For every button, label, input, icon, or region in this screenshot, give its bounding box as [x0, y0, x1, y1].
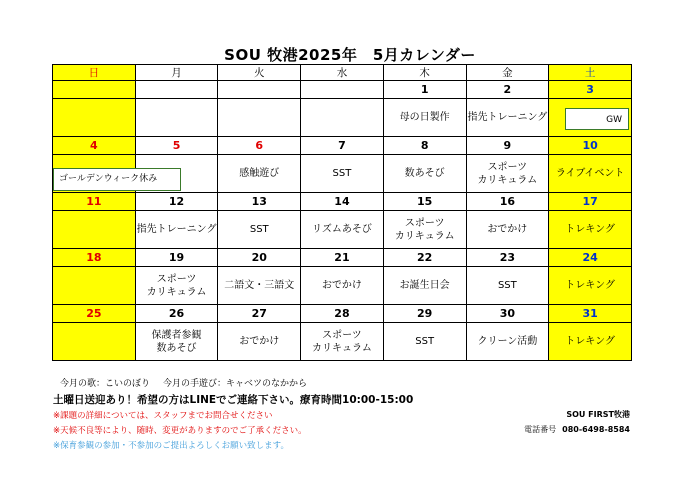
phone-label: 電話番号: [524, 425, 557, 434]
event-cell: [53, 323, 136, 361]
weekday-wed: 水: [301, 65, 384, 81]
event-cell: スポーツ カリキュラム: [301, 323, 384, 361]
date-cell: 15: [383, 193, 466, 211]
event-cell: [53, 211, 136, 249]
date-row: [53, 137, 632, 155]
date-cell: 13: [218, 193, 301, 211]
brand-name: SOU FIRST牧港: [566, 410, 630, 419]
gw-label-box: GW: [565, 108, 629, 130]
event-cell: おでかけ: [466, 211, 549, 249]
date-cell: 31: [549, 305, 632, 323]
event-cell: リズムあそび: [301, 211, 384, 249]
event-cell: SST: [466, 267, 549, 305]
event-cell: SST: [218, 211, 301, 249]
event-cell: SST: [383, 323, 466, 361]
calendar-table: [52, 64, 632, 361]
date-cell: [135, 81, 218, 99]
date-cell: 20: [218, 249, 301, 267]
event-cell: 二語文・三語文: [218, 267, 301, 305]
date-cell: 6: [218, 137, 301, 155]
weekday-mon: 月: [135, 65, 218, 81]
weekday-tue: 火: [218, 65, 301, 81]
event-cell: [53, 99, 136, 137]
monthly-song: 今月の歌：こいのぼり: [60, 379, 151, 389]
event-row: [53, 323, 632, 361]
date-cell: 7: [301, 137, 384, 155]
date-cell: 11: [53, 193, 136, 211]
date-cell: 2: [466, 81, 549, 99]
date-cell: 17: [549, 193, 632, 211]
event-cell: [53, 267, 136, 305]
event-cell: トレキング: [549, 211, 632, 249]
date-cell: 24: [549, 249, 632, 267]
event-cell: 母の日製作: [383, 99, 466, 137]
date-row: [53, 305, 632, 323]
date-cell: [218, 81, 301, 99]
note-line-3: ※保育参観の参加・不参加のご提出よろしくお願い致します。: [53, 441, 289, 451]
weekday-thu: 木: [383, 65, 466, 81]
date-cell: 14: [301, 193, 384, 211]
weekday-sat: 土: [549, 65, 632, 81]
date-cell: 10: [549, 137, 632, 155]
date-cell: 19: [135, 249, 218, 267]
event-cell: おでかけ: [218, 323, 301, 361]
date-cell: [53, 81, 136, 99]
weekday-header-row: [53, 65, 632, 81]
event-cell: クリーン活動: [466, 323, 549, 361]
date-cell: 26: [135, 305, 218, 323]
page-title: SOU 牧港2025年 5月カレンダー: [224, 46, 476, 64]
event-cell: 指先トレーニング: [135, 211, 218, 249]
event-row: [53, 267, 632, 305]
date-cell: 5: [135, 137, 218, 155]
date-cell: 9: [466, 137, 549, 155]
date-cell: 4: [53, 137, 136, 155]
date-cell: 16: [466, 193, 549, 211]
weekday-sun: 日: [53, 65, 136, 81]
event-cell: 保護者参観 数あそび: [135, 323, 218, 361]
event-cell: スポーツ カリキュラム: [466, 155, 549, 193]
date-cell: 29: [383, 305, 466, 323]
event-cell: 数あそび: [383, 155, 466, 193]
date-cell: 1: [383, 81, 466, 99]
date-cell: 18: [53, 249, 136, 267]
phone-number: 080-6498-8584: [562, 425, 630, 434]
date-cell: 21: [301, 249, 384, 267]
date-cell: 8: [383, 137, 466, 155]
monthly-hand-play: 今月の手遊び：キャベツのなかから: [163, 379, 308, 389]
date-cell: 12: [135, 193, 218, 211]
event-cell: お誕生日会: [383, 267, 466, 305]
date-cell: 27: [218, 305, 301, 323]
event-cell: 指先トレーニング: [466, 99, 549, 137]
event-cell: スポーツ カリキュラム: [383, 211, 466, 249]
event-cell: SST: [301, 155, 384, 193]
date-cell: 3: [549, 81, 632, 99]
event-row: [53, 99, 632, 137]
event-cell: ライブイベント: [549, 155, 632, 193]
event-cell: トレキング: [549, 323, 632, 361]
event-cell: 感触遊び: [218, 155, 301, 193]
date-cell: 23: [466, 249, 549, 267]
event-cell: トレキング: [549, 267, 632, 305]
event-row: [53, 211, 632, 249]
date-cell: [301, 81, 384, 99]
date-row: [53, 249, 632, 267]
date-row: [53, 81, 632, 99]
date-cell: 25: [53, 305, 136, 323]
date-cell: 28: [301, 305, 384, 323]
event-cell: [135, 99, 218, 137]
weekday-fri: 金: [466, 65, 549, 81]
event-cell: [301, 99, 384, 137]
saturday-notice: 土曜日送迎あり！希望の方はLINEでご連絡下さい。療育時間10:00-15:00: [53, 394, 414, 406]
event-cell: おでかけ: [301, 267, 384, 305]
date-cell: 22: [383, 249, 466, 267]
note-line-1: ※課題の詳細については、スタッフまでお問合せください: [53, 411, 273, 421]
event-cell: [218, 99, 301, 137]
phone-line: [524, 424, 630, 435]
date-cell: 30: [466, 305, 549, 323]
date-row: [53, 193, 632, 211]
golden-week-label-box: ゴールデンウィーク休み: [53, 168, 181, 191]
note-line-2: ※天候不良等により、随時、変更がありますのでご了承ください。: [53, 426, 307, 436]
event-cell: スポーツ カリキュラム: [135, 267, 218, 305]
